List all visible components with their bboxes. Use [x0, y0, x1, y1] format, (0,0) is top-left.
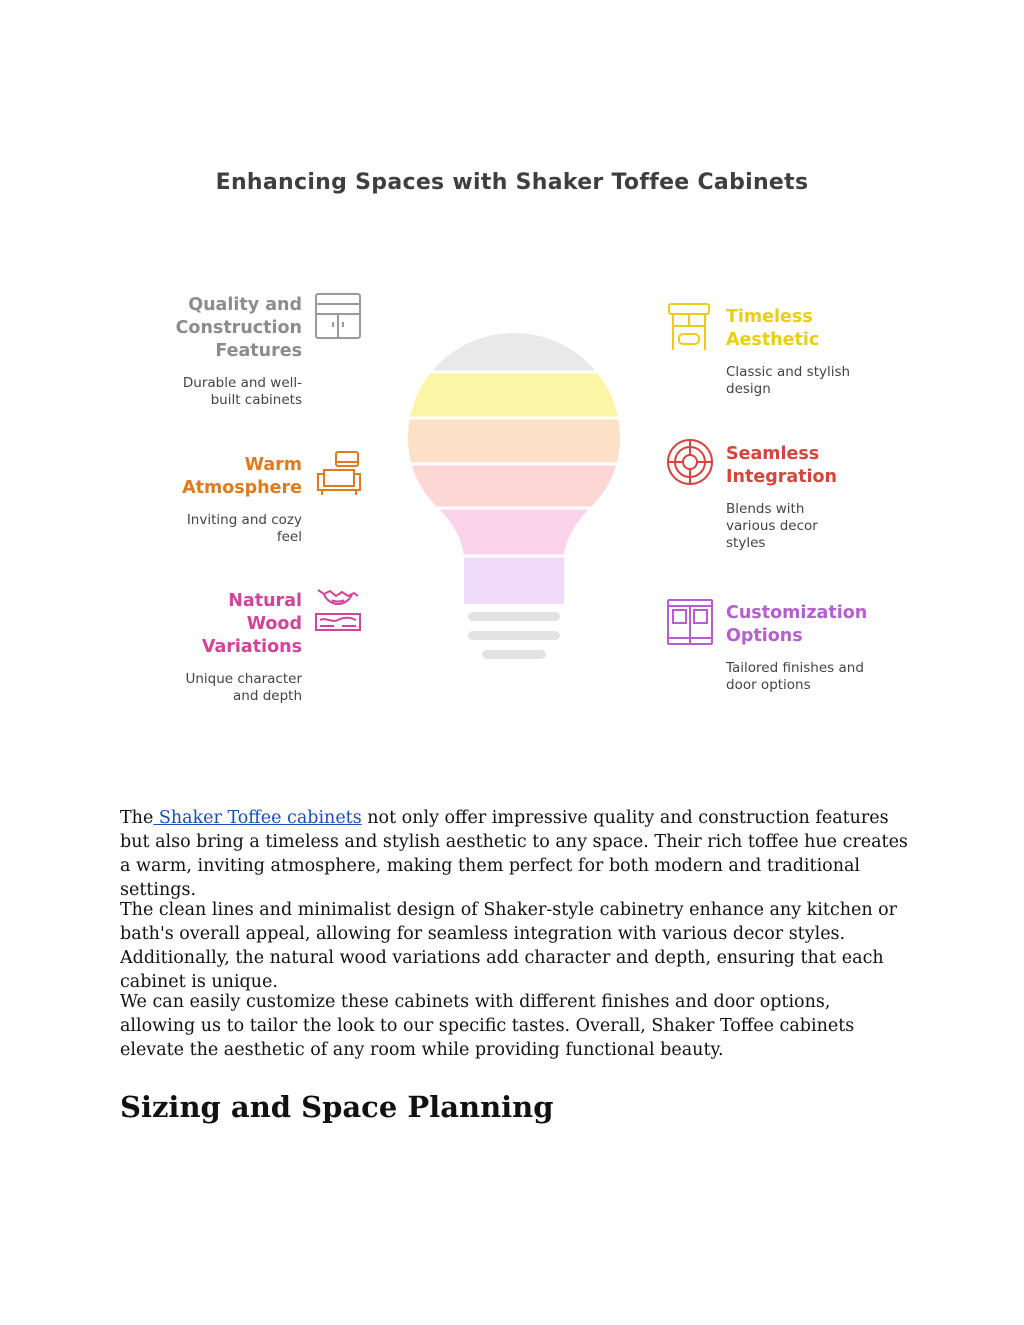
feature-timeless-title: Timeless Aesthetic [726, 307, 820, 350]
section-heading: Sizing and Space Planning [120, 1090, 554, 1124]
bulb-band-2 [400, 372, 630, 418]
feature-seamless [726, 443, 916, 552]
wood-plank-icon [314, 586, 362, 634]
bulb-band-5 [400, 508, 630, 556]
feature-timeless-description: Classic and stylish design [726, 364, 851, 397]
sofa-icon [314, 450, 362, 498]
bulb-base-bar-1 [468, 612, 560, 621]
lightbulb-graphic [400, 328, 630, 668]
cabinet-icon [314, 292, 362, 340]
bulb-base-bar-2 [468, 631, 560, 640]
bulb-band-6 [400, 556, 630, 606]
paragraph-1-start: The [120, 808, 154, 828]
feature-quality [112, 294, 302, 409]
feature-quality-description: Durable and well- built cabinets [182, 375, 302, 408]
bulb-band-1 [400, 328, 630, 372]
ornament-circle-icon [666, 438, 714, 486]
feature-warm [112, 454, 302, 546]
feature-seamless-description: Blends with various decor styles [726, 501, 818, 551]
paragraph-2: The clean lines and minimalist design of Shaker-style cabinetry enhance any kitchen or bath's overall appeal, allowing for seamless integration with various decor styles. Additionally, the natural wood variations add character and depth, ensuring that each cabinet is unique. [120, 900, 898, 992]
feature-custom-title: Customization Options [726, 603, 868, 646]
paragraph-1 [120, 806, 910, 902]
feature-wood-title: Natural Wood Variations [201, 591, 302, 657]
bulb-band-3 [400, 418, 630, 464]
bulb-band-4 [400, 464, 630, 508]
paragraph-1-rest: not only offer impressive quality and construction features but also bring a timeless and stylish aesthetic to any space. Their rich toffee hue creates a warm, inviting atmosphere, making them perfect for both modern and traditional settings. [120, 808, 908, 900]
feature-seamless-title: Seamless Integration [726, 444, 838, 487]
shaker-toffee-cabinets-link[interactable]: Shaker Toffee cabinets [153, 808, 362, 828]
feature-custom-description: Tailored finishes and door options [726, 660, 864, 693]
feature-wood-description: Unique character and depth [185, 671, 302, 704]
feature-quality-title: Quality and Construction Features [175, 295, 302, 361]
feature-timeless [726, 306, 916, 398]
feature-custom [726, 602, 926, 694]
infographic-title: Enhancing Spaces with Shaker Toffee Cabinets [215, 170, 809, 195]
feature-warm-title: Warm Atmosphere [182, 455, 302, 498]
wardrobe-icon [666, 598, 714, 646]
feature-wood [112, 590, 302, 705]
feature-warm-description: Inviting and cozy feel [186, 512, 302, 545]
paragraph-3: We can easily customize these cabinets with different finishes and door options, allowing us to tailor the look to our specific tastes. Overall, Shaker Toffee cabinets elevate the aesthetic of any room while providing functional beauty. [120, 992, 855, 1060]
vanity-icon [667, 302, 713, 352]
bulb-base-bar-3 [482, 650, 546, 659]
